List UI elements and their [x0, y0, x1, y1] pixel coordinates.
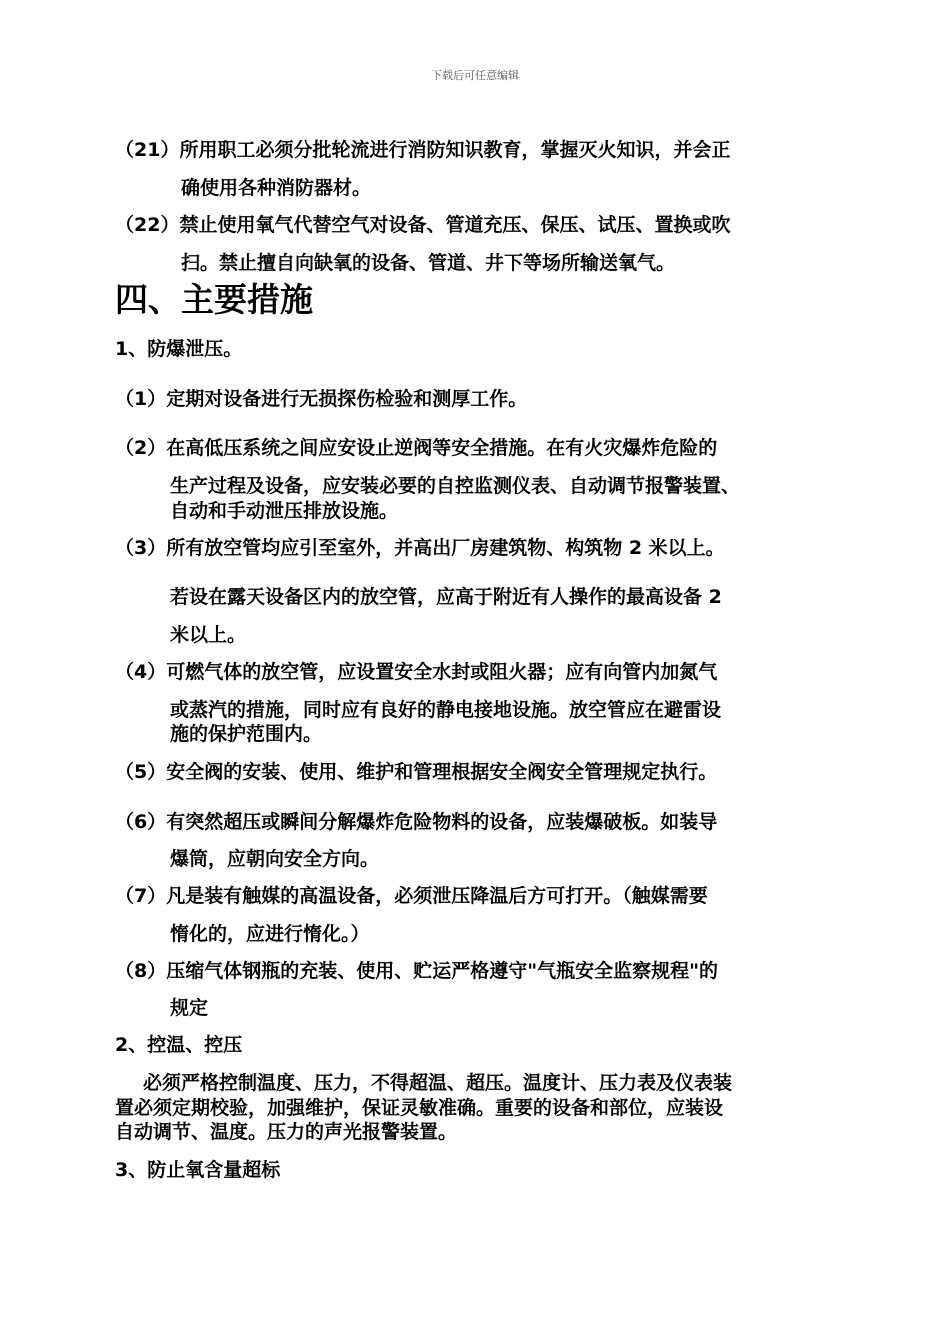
text-line: 置必须定期校验，加强维护，保证灵敏准确。重要的设备和部位，应装设 — [115, 1097, 724, 1119]
text-line: 自动调节、温度。压力的声光报警装置。 — [115, 1121, 458, 1143]
text-line: 爆筒，应朝向安全方向。 — [170, 848, 380, 870]
text-line: 扫。禁止擅自向缺氧的设备、管道、井下等场所输送氧气。 — [181, 252, 676, 274]
text-line: （22）禁止使用氧气代替空气对设备、管道充压、保压、试压、置换或吹 — [115, 214, 731, 236]
text-line: （5）安全阀的安装、使用、维护和管理根据安全阀安全管理规定执行。 — [115, 761, 718, 783]
page-header: 下载后可任意编辑 — [431, 69, 519, 82]
text-line: 必须严格控制温度、压力，不得超温、超压。温度计、压力表及仪表装 — [143, 1072, 733, 1094]
subsection-heading: 2、控温、控压 — [115, 1034, 243, 1056]
text-line: （3）所有放空管均应引至室外，并高出厂房建筑物、构筑物 2 米以上。 — [115, 537, 725, 559]
text-line: 自动和手动泄压排放设施。 — [170, 500, 399, 522]
text-line: （21）所用职工必须分批轮流进行消防知识教育，掌握灭火知识，并会正 — [115, 139, 731, 161]
text-line: 惰化的，应进行惰化。） — [170, 923, 370, 945]
text-line: （7）凡是装有触媒的高温设备，必须泄压降温后方可打开。（触媒需要 — [115, 885, 708, 907]
text-line: 确使用各种消防器材。 — [181, 177, 372, 199]
text-line: （8）压缩气体钢瓶的充装、使用、贮运严格遵守"气瓶安全监察规程"的 — [115, 960, 719, 982]
section-heading: 四、主要措施 — [115, 280, 313, 319]
text-line: 施的保护范围内。 — [170, 723, 323, 745]
text-line: 或蒸汽的措施，同时应有良好的静电接地设施。放空管应在避雷设 — [170, 699, 722, 721]
subsection-heading: 1、防爆泄压。 — [115, 338, 243, 360]
text-line: 若设在露天设备区内的放空管，应高于附近有人操作的最高设备 2 — [170, 586, 722, 608]
text-line: （1）定期对设备进行无损探伤检验和测厚工作。 — [115, 388, 528, 410]
text-line: （6）有突然超压或瞬间分解爆炸危险物料的设备，应装爆破板。如装导 — [115, 811, 718, 833]
text-line: 规定 — [170, 997, 209, 1019]
subsection-heading: 3、防止氧含量超标 — [115, 1159, 281, 1181]
text-line: （2）在高低压系统之间应安设止逆阀等安全措施。在有火灾爆炸危险的 — [115, 437, 718, 459]
text-line: （4）可燃气体的放空管，应设置安全水封或阻火器；应有向管内加氮气 — [115, 661, 718, 683]
text-line: 米以上。 — [170, 624, 247, 646]
text-line: 生产过程及设备，应安装必要的自控监测仪表、自动调节报警装置、 — [170, 475, 741, 497]
